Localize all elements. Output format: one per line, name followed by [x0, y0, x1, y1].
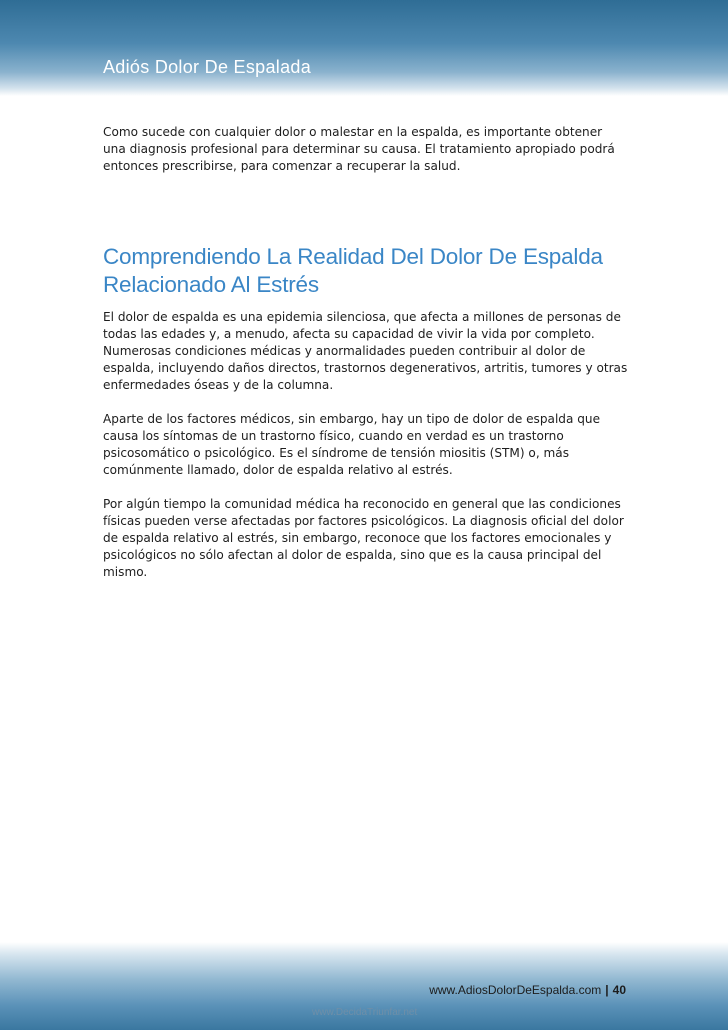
document-title: Adiós Dolor De Espalada	[103, 57, 312, 77]
footer-url-link[interactable]: www.AdiosDolorDeEspalda.com	[429, 983, 602, 997]
body-paragraph-3: Por algún tiempo la comunidad médica ha reconocido en general que las condiciones físicas pueden verse afectadas por factores psicológicos. La diagnosis oficial del dolor de espalda relativo al estrés, sin embargo, reconoce que los factores emocionales y psicológicos no sólo afectan al dolor de espalda, sino que es la causa principal del mismo.	[103, 497, 624, 579]
body-paragraph-1: El dolor de espalda es una epidemia silenciosa, que afecta a millones de personas de todas las edades y, a menudo, afecta su capacidad de vivir la vida por completo. Numerosas condiciones médicas y anormalidades pueden contribuir al dolor de espalda, incluyendo daños directos, trastornos degenerativos, artritis, tumores y otras enfermedades óseas y de la columna.	[103, 310, 628, 392]
section-heading-line-1: Comprendiendo La Realidad Del Dolor De Espalda	[103, 244, 603, 269]
page-content	[103, 124, 628, 598]
footer-separator: |	[605, 983, 609, 997]
section-heading-line-2: Relacionado Al Estrés	[103, 272, 319, 297]
footer	[429, 983, 626, 997]
intro-paragraph: Como sucede con cualquier dolor o malestar en la espalda, es importante obtener una diagnosis profesional para determinar su causa. El tratamiento apropiado podrá entonces prescribirse, para comenzar a recuperar la salud.	[103, 125, 615, 173]
header-band	[0, 0, 728, 96]
page-number: 40	[612, 983, 626, 997]
body-paragraph-2: Aparte de los factores médicos, sin embargo, hay un tipo de dolor de espalda que causa los síntomas de un trastorno físico, cuando en verdad es un trastorno psicosomático o psicológico. Es el síndrome de tensión miositis (STM) o, más comúnmente llamado, dolor de espalda relativo al estrés.	[103, 412, 601, 477]
watermark-url: www.DecidaTriunfar.net	[312, 1007, 418, 1018]
section-heading	[103, 243, 628, 299]
